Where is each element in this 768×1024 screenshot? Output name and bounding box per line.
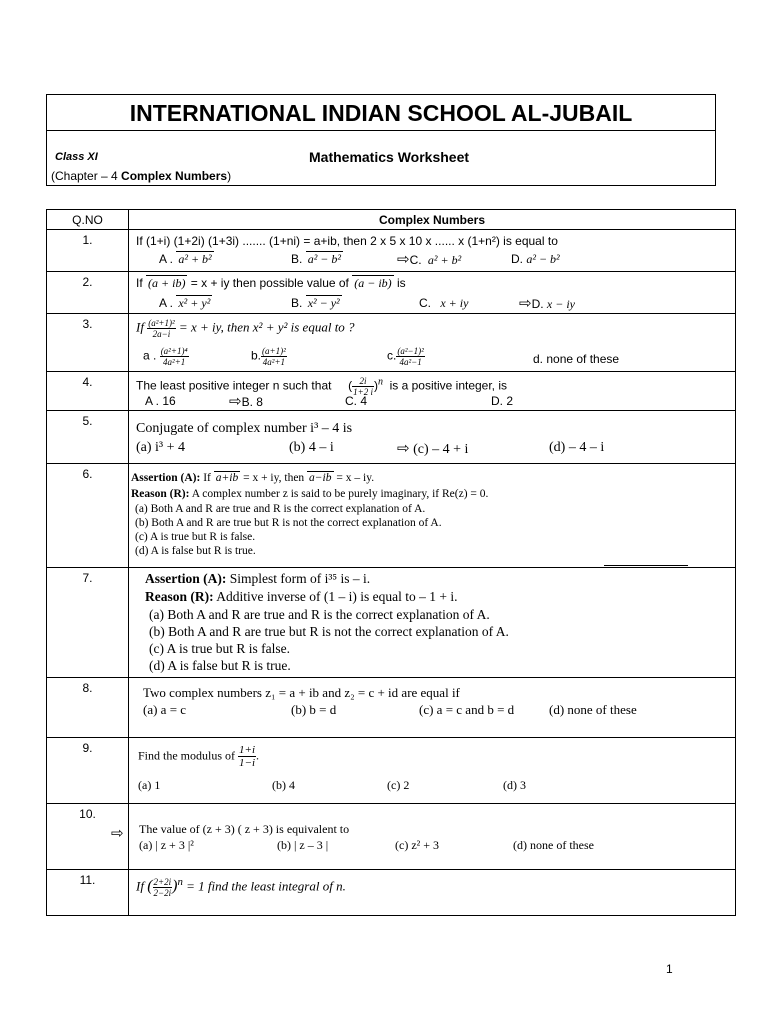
question-row-10 [47,804,736,870]
q7-option-d: (d) A is false but R is true. [149,658,291,673]
q7-reason: Reason (R): Additive inverse of (1 – i) is equal to – 1 + i. [145,589,458,604]
school-title: INTERNATIONAL INDIAN SCHOOL AL-JUBAIL [47,97,715,131]
question-row-7 [47,568,736,678]
qno: 3. [47,314,129,372]
chapter-label: (Chapter – 4 Complex Numbers) [51,169,232,183]
q8-option-b: (b) b = d [291,702,337,717]
q6-reason: Reason (R): A complex number z is said to be purely imaginary, if Re(z) = 0. [131,488,489,500]
question-row-3 [47,314,736,372]
q1-option-d: D. a² − b² [511,252,560,266]
q5-option-a: (a) i³ + 4 [136,440,186,455]
question-row-9 [47,738,736,804]
q8-option-c: (c) a = c and b = d [419,702,515,717]
q6-option-c: (c) A is true but R is false. [135,531,256,543]
q7-option-c: (c) A is true but R is false. [149,641,290,656]
q4-text: The least positive integer n such that ( $\frac{2i}{1+2 i}$ )$^n$ is a positive integer, is [136,376,508,397]
page-number: 1 [666,962,673,976]
header-box [46,94,716,186]
qno: 4. [47,372,129,411]
answer-arrow-icon: ⇨ [397,441,410,457]
question-row-4 [47,372,736,411]
q9-option-b: (b) 4 [272,778,295,792]
q4-option-c: C. 4 [345,394,368,408]
answer-arrow-icon: ⇨ [229,393,242,410]
q9-option-d: (d) 3 [503,778,526,792]
q10-option-d: (d) none of these [513,838,594,852]
q11-text: If ( $\frac{2+2i}{2-2i}$ )$^n$ = 1 find the least integral of n. [136,876,346,898]
q3-option-b: b. $\frac{\text{(a+1)²}}{\text{4a²+1}}$ [251,346,286,367]
q3-option-d: d. none of these [533,352,620,366]
divider [604,565,688,566]
q7-option-a: (a) Both A and R are true and R is the correct explanation of A. [149,607,490,622]
qno: 2. [47,272,129,314]
question-row-5 [47,411,736,464]
col-qno: Q.NO [47,210,129,230]
q9-text: Find the modulus of $\frac{1+i}{1-i}$ . [138,744,259,769]
qno: 5. [47,411,129,464]
q5-option-d: (d) – 4 – i [549,440,605,455]
col-topic: Complex Numbers [129,210,736,230]
q9-option-a: (a) 1 [138,778,161,792]
question-row-6 [47,464,736,568]
q4-option-d: D. 2 [491,394,514,408]
q2-option-b: B. x² − y² [291,296,340,310]
question-row-11 [47,870,736,916]
q8-option-d: (d) none of these [549,702,637,717]
question-row-1 [47,230,736,272]
q1-text: If (1+i) (1+2i) (1+3i) ....... (1+ni) = a+ib, then 2 x 5 x 10 x ...... x (1+n²) is equal to [136,234,558,248]
q6-option-d: (d) A is false but R is true. [135,545,256,557]
question-row-2 [47,272,736,314]
worksheet-title: Mathematics Worksheet [309,149,470,165]
answer-arrow-icon: ⇨ [397,251,410,268]
q7-assertion: Assertion (A): Simplest form of i³⁵ is – i. [145,571,371,586]
q1-option-b: B. a² − b² [291,252,341,266]
qno: 7. [47,568,129,678]
q6-assertion: Assertion (A): If a+ib = x + iy, then a−ib = x – iy. [131,472,375,484]
q10-option-b: (b) | z – 3 | [277,838,329,852]
q10-option-a: (a) | z + 3 |² [139,838,194,852]
qno: 1. [47,230,129,272]
table-header-row [47,210,736,230]
q5-option-c: ⇨ (c) – 4 + i [397,441,469,457]
q1-option-c: ⇨C. a² + b² [397,251,462,268]
q5-option-b: (b) 4 – i [289,440,334,455]
question-row-8 [47,678,736,738]
q10-text: The value of (z + 3) ( z + 3) is equivalent to [139,822,350,836]
class-label: Class XI [55,151,98,163]
q2-option-d: ⇨D. x − iy [519,295,576,312]
qno: 6. [47,464,129,568]
qno: 9. [47,738,129,804]
q3-option-a: a . $\frac{\text{(a²+1)⁴}}{\text{4a²+1}}$ [143,346,188,367]
q2-text: If (a + ib) = x + iy then possible value of (a − ib) is [136,276,406,290]
q5-text: Conjugate of complex number i³ – 4 is [136,421,353,436]
q8-text: Two complex numbers z₁ = a + ib and z₂ = c + id are equal if [143,685,460,700]
q1-option-a: A . a² + b² [159,252,212,266]
qno: 8. [47,678,129,738]
q4-option-a: A . 16 [145,394,176,408]
q2-option-a: A . x² + y² [159,296,211,310]
q3-option-c: c. $\frac{\text{(a²−1)²}}{\text{4a²−1}}$ [387,346,424,367]
answer-arrow-icon: ⇨ [519,295,532,312]
questions-table [46,209,736,916]
q3-text: If $\frac{\text{(a²+1)²}}{2a-i}$ = x + iy, then x² + y² is equal to ? [136,318,355,339]
qno: 11. [47,870,129,916]
q9-option-c: (c) 2 [387,778,410,792]
q6-option-b: (b) Both A and R are true but R is not the correct explanation of A. [135,517,442,529]
qno: 10. ⇨ [47,804,129,870]
q2-option-c: C. x + iy [419,296,469,310]
q7-option-b: (b) Both A and R are true but R is not the correct explanation of A. [149,624,509,639]
q6-option-a: (a) Both A and R are true and R is the correct explanation of A. [135,503,426,515]
q8-option-a: (a) a = c [143,702,187,717]
answer-arrow-icon: ⇨ [111,825,124,842]
q4-option-b: ⇨B. 8 [229,393,263,410]
q10-option-c: (c) z² + 3 [395,838,440,852]
